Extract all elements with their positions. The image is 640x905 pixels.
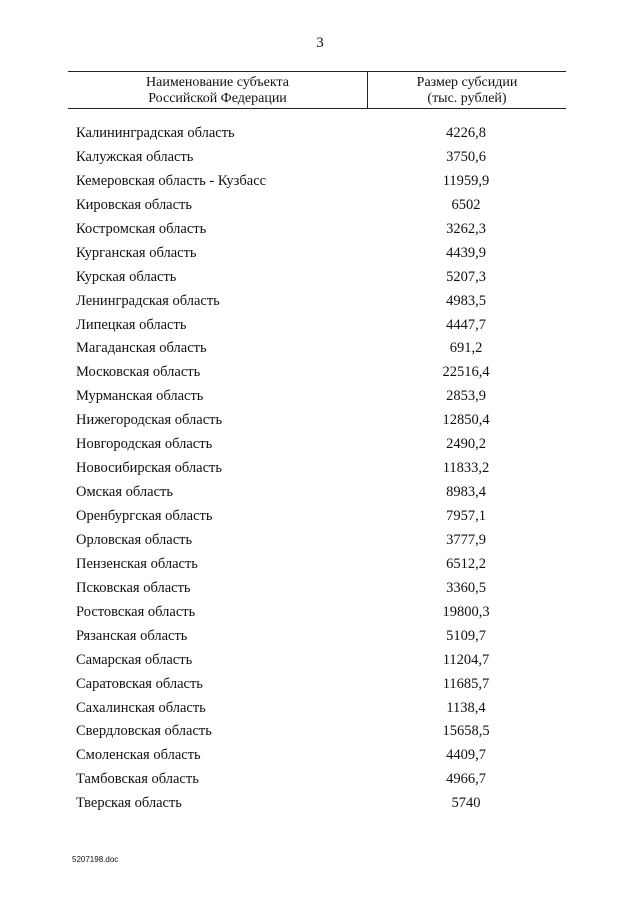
subsidy-amount: 22516,4: [442, 364, 490, 381]
table-row: [0, 624, 640, 648]
table-body: [0, 121, 640, 815]
header-region-name-line2: Российской Федерации: [148, 91, 287, 106]
subsidy-amount: 11959,9: [442, 172, 490, 189]
table-row: [0, 600, 640, 624]
header-subsidy-amount-line1: Размер субсидии: [416, 75, 518, 90]
region-name: Саратовская область: [76, 675, 203, 692]
subsidy-amount: 691,2: [449, 340, 483, 357]
region-name: Новосибирская область: [76, 460, 222, 477]
region-name: Смоленская область: [76, 747, 201, 764]
table-row: [0, 265, 640, 289]
subsidy-amount: 3360,5: [446, 579, 486, 596]
subsidy-amount: 4447,7: [446, 316, 486, 333]
table-header: [68, 71, 566, 109]
subsidy-amount: 3777,9: [446, 531, 486, 548]
region-name: Свердловская область: [76, 723, 212, 740]
table-row: [0, 552, 640, 576]
region-name: Омская область: [76, 484, 173, 501]
region-name: Московская область: [76, 364, 201, 381]
subsidy-amount: 4409,7: [446, 747, 486, 764]
subsidy-amount: 2853,9: [446, 388, 486, 405]
region-name: Пензенская область: [76, 555, 198, 572]
subsidy-amount: 4226,8: [446, 125, 486, 141]
table-row: [0, 313, 640, 337]
table-row: [0, 791, 640, 815]
table-row: [0, 696, 640, 720]
table-row: [0, 719, 640, 743]
subsidy-amount: 5109,7: [446, 627, 486, 644]
region-name: Самарская область: [76, 651, 193, 668]
subsidy-amount: 8983,4: [446, 484, 486, 501]
subsidy-amount: 4983,5: [446, 292, 486, 309]
region-name: Кировская область: [76, 196, 193, 213]
region-name: Калининградская область: [76, 125, 235, 141]
subsidy-amount: 15658,5: [442, 723, 490, 740]
region-name: Оренбургская область: [76, 508, 213, 524]
region-name: Магаданская область: [76, 340, 207, 357]
table-row: [0, 576, 640, 600]
header-region-name: [68, 75, 367, 107]
region-name: Тверская область: [76, 795, 182, 812]
table-row: [0, 145, 640, 169]
table-row: [0, 169, 640, 193]
subsidy-amount: 12850,4: [442, 412, 490, 429]
region-name: Курская область: [76, 268, 177, 285]
region-name: Рязанская область: [76, 627, 188, 644]
region-name: Липецкая область: [76, 316, 187, 333]
table-row: [0, 456, 640, 480]
subsidy-amount: 11833,2: [442, 460, 490, 477]
subsidy-amount: 5740: [451, 795, 481, 812]
subsidy-amount: 5207,3: [446, 268, 486, 285]
table-row: [0, 193, 640, 217]
subsidy-amount: 4439,9: [446, 244, 486, 261]
header-subsidy-amount-line2: (тыс. рублей): [427, 91, 507, 106]
document-code: 5207198.doc: [72, 855, 119, 864]
region-name: Калужская область: [76, 148, 194, 165]
table-row: [0, 767, 640, 791]
subsidy-amount: 19800,3: [442, 603, 490, 620]
table-row: [0, 743, 640, 767]
region-name: Нижегородская область: [76, 412, 223, 429]
subsidy-amount: 3262,3: [446, 220, 486, 237]
table-row: [0, 432, 640, 456]
region-name: Ростовская область: [76, 603, 196, 620]
table-row: [0, 360, 640, 384]
table-row: [0, 336, 640, 360]
subsidy-amount: 6502: [451, 196, 481, 213]
table-row: [0, 480, 640, 504]
subsidy-amount: 4966,7: [446, 771, 486, 788]
table-row: [0, 384, 640, 408]
region-name: Псковская область: [76, 579, 191, 596]
region-name: Курганская область: [76, 244, 197, 261]
table-row: [0, 408, 640, 432]
region-name: Костромская область: [76, 220, 207, 237]
table-row: [0, 504, 640, 528]
subsidy-amount: 3750,6: [446, 148, 486, 165]
header-subsidy-amount: [368, 75, 566, 107]
region-name: Кемеровская область - Кузбасс: [76, 172, 267, 189]
region-name: Орловская область: [76, 531, 193, 548]
table-row: [0, 241, 640, 265]
subsidy-amount: 7957,1: [446, 508, 486, 524]
subsidy-amount: 11204,7: [442, 651, 490, 668]
table-row: [0, 289, 640, 313]
table-row: [0, 528, 640, 552]
header-region-name-line1: Наименование субъекта: [146, 75, 289, 90]
subsidy-amount: 6512,2: [446, 555, 486, 572]
region-name: Мурманская область: [76, 388, 204, 405]
region-name: Новгородская область: [76, 436, 213, 453]
table-row: [0, 217, 640, 241]
region-name: Ленинградская область: [76, 292, 220, 309]
table-row: [0, 121, 640, 145]
table-row: [0, 648, 640, 672]
subsidy-amount: 1138,4: [446, 699, 486, 716]
table-row: [0, 672, 640, 696]
region-name: Сахалинская область: [76, 699, 206, 716]
subsidy-amount: 2490,2: [446, 436, 486, 453]
region-name: Тамбовская область: [76, 771, 199, 788]
page-number: 3: [316, 35, 324, 51]
subsidy-amount: 11685,7: [442, 675, 490, 692]
